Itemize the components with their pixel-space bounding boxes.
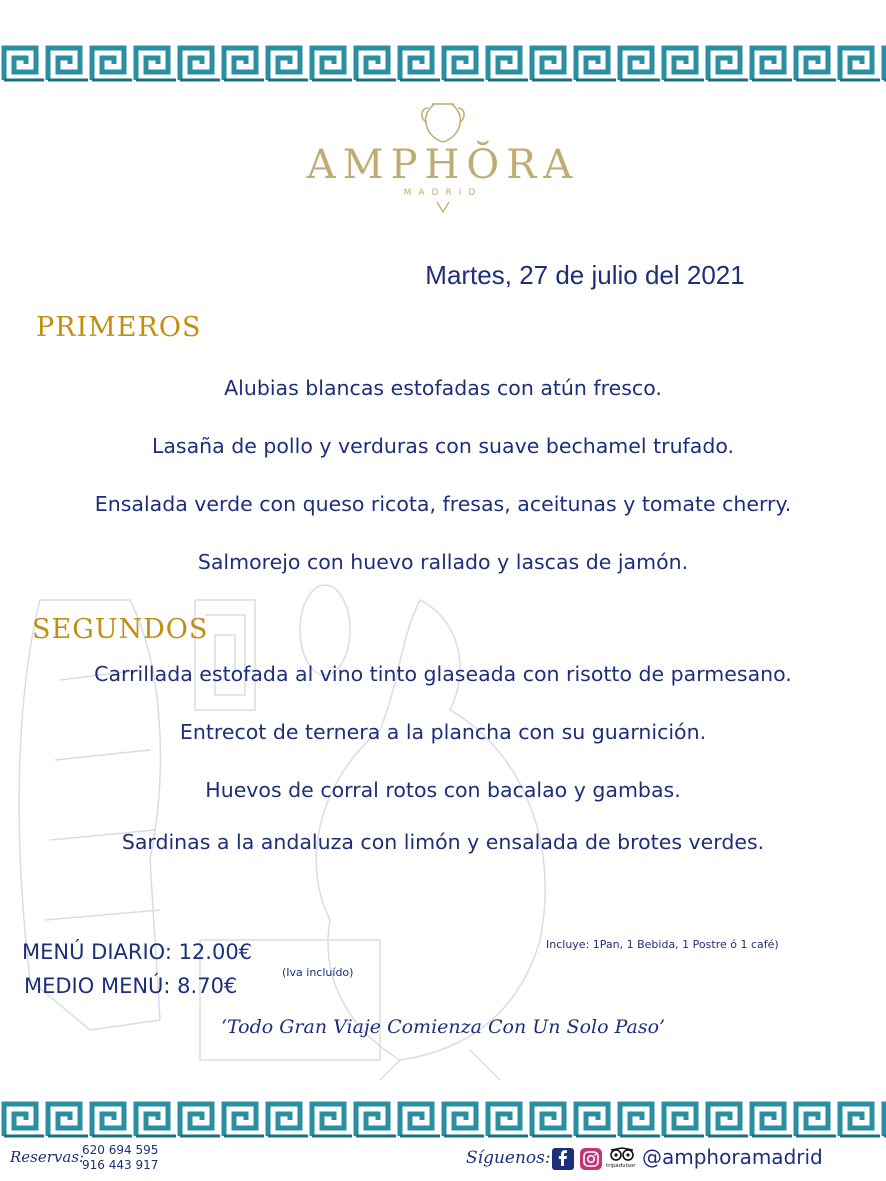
facebook-icon[interactable] <box>552 1148 574 1170</box>
phone-number[interactable]: 916 443 917 <box>82 1158 159 1172</box>
reservas-label: Reservas: <box>10 1148 85 1166</box>
section-heading-segundos: SEGUNDOS <box>32 614 209 645</box>
dish-item: Lasaña de pollo y verduras con suave bechamel trufado. <box>151 434 735 458</box>
greek-key-border-bottom <box>0 1096 886 1142</box>
dish-item: Sardinas a la andaluza con limón y ensalada de brotes verdes. <box>121 830 765 854</box>
siguenos-label: Síguenos: <box>466 1148 551 1168</box>
menu-diario-price: MENÚ DIARIO: 12.00€ <box>22 940 253 964</box>
dish-item: Alubias blancas estofadas con atún fresco. <box>224 376 662 400</box>
amphora-logo <box>300 92 586 222</box>
dish-item: Salmorejo con huevo rallado y lascas de jamón. <box>197 550 689 574</box>
dish-item: Huevos de corral rotos con bacalao y gambas. <box>205 778 681 802</box>
tripadvisor-label: tripadvisor <box>606 1163 636 1169</box>
greek-key-border-top <box>0 40 886 86</box>
section-heading-primeros: PRIMEROS <box>36 312 202 343</box>
medio-menu-price: MEDIO MENÚ: 8.70€ <box>24 974 238 998</box>
phone-number[interactable]: 620 694 595 <box>82 1143 159 1157</box>
menu-date: Martes, 27 de julio del 2021 <box>425 260 745 290</box>
dish-item: Carrillada estofada al vino tinto glaseada con risotto de parmesano. <box>94 662 792 686</box>
instagram-icon[interactable] <box>580 1148 602 1170</box>
iva-note: (Iva incluído) <box>282 966 354 979</box>
dish-item: Ensalada verde con queso ricota, fresas, aceitunas y tomate cherry. <box>94 492 792 516</box>
social-handle[interactable]: @amphoramadrid <box>642 1145 823 1169</box>
amphora-vase-icon <box>418 100 468 144</box>
includes-note: Incluye: 1Pan, 1 Bebida, 1 Postre ó 1 café) <box>546 938 779 951</box>
brand-subtitle: MADRID <box>403 188 483 198</box>
tripadvisor-icon[interactable] <box>608 1146 636 1164</box>
motto-quote: ‘Todo Gran Viaje Comienza Con Un Solo Paso’ <box>220 1016 666 1038</box>
dish-item: Entrecot de ternera a la plancha con su guarnición. <box>179 720 707 744</box>
brand-name: AMPHŎRA <box>306 142 580 188</box>
logo-base-mark <box>435 200 451 214</box>
